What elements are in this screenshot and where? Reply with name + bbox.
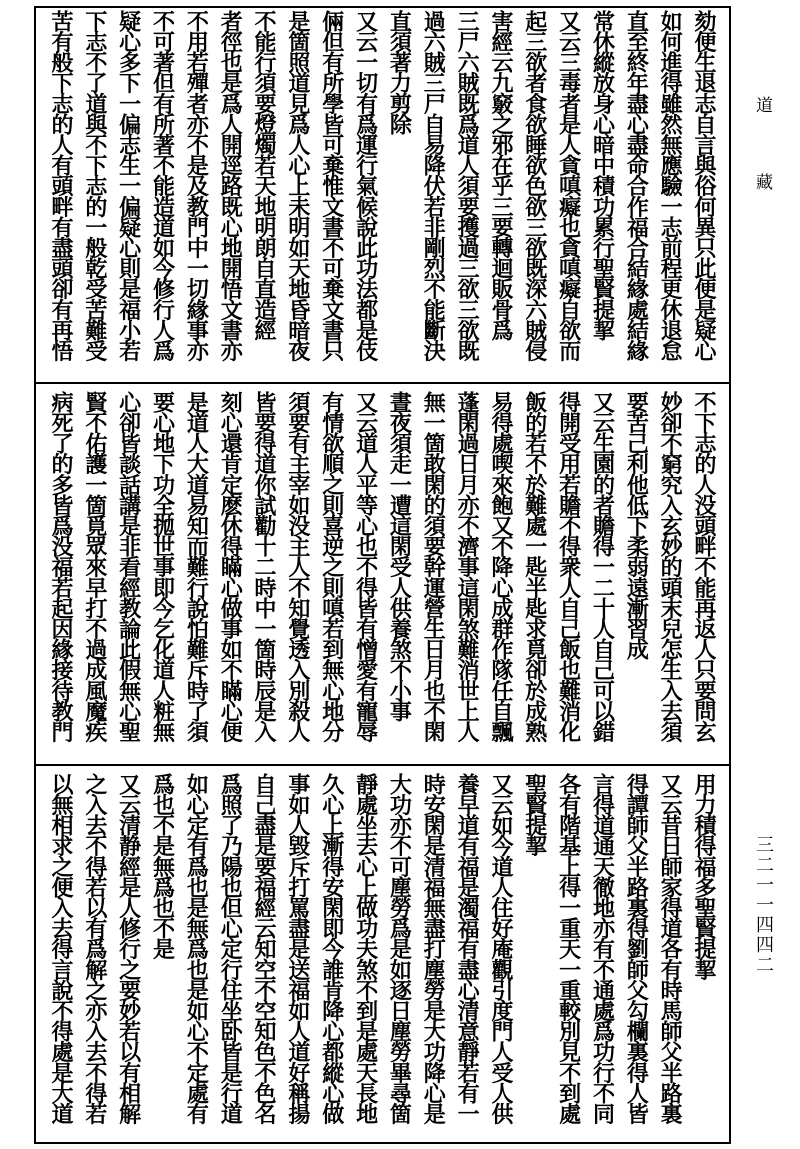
text-column: 無一箇敢閑的須要幹運營生日月也不閑 xyxy=(420,391,447,742)
text-column: 之入去不得若以有爲解之亦入去不得若 xyxy=(81,773,108,1124)
text-column: 過六賊三尸自易降伏若非剛烈不能斷決 xyxy=(420,10,447,361)
text-column: 害經云九竅之邪在乎三要轉迴販骨爲 xyxy=(487,10,514,340)
text-column: 如心定有爲也是無爲也是如心不定處有 xyxy=(183,773,210,1124)
text-column: 養早道有福是濁福有盡心清意靜若有一 xyxy=(454,773,481,1124)
register-divider xyxy=(34,382,731,384)
text-column: 如何進得雖然無應驗一志前程更休退怠 xyxy=(657,10,684,361)
text-column: 時安閑是清福無盡打塵勞是大功降心是 xyxy=(420,773,447,1124)
text-column: 以無相求之便入去得言說不得處是大道 xyxy=(47,773,74,1124)
text-column: 得譚師父半路裏得劉師父勾欄裏得人皆 xyxy=(623,773,650,1124)
text-column: 刻心還肯定麽休得瞞心做事如不瞞心便 xyxy=(217,391,244,742)
text-column: 要心地下功全拋世事即今乞化道人粧無 xyxy=(149,391,176,742)
text-column: 又云三毒者是人貪嗔癡也貪嗔癡自欲而 xyxy=(555,10,582,361)
text-column: 得開受用若贍不得衆人自己飯也難消化 xyxy=(555,391,582,742)
text-column: 要苦己利他低下柔弱遠漸習成 xyxy=(623,391,650,659)
text-column: 用力積得福多聖賢提挈 xyxy=(691,773,717,980)
text-column: 不下志的人没頭畔不能再返人只要問玄 xyxy=(691,391,717,742)
text-column: 下志不了道與不下志的一般乾受苦難受 xyxy=(81,10,108,361)
text-column: 劾便生退志自言與俗何異只此便是疑心 xyxy=(691,10,717,361)
text-column: 易得處喫來飽又不降心成群作隊任自飄 xyxy=(487,391,514,742)
text-register-3 xyxy=(44,773,721,1145)
text-column: 事如人毀斥打罵盡是送福如人道好稱揚 xyxy=(284,773,311,1124)
text-column: 者徑也是爲人開逕路既心地開悟文書亦 xyxy=(217,10,244,361)
text-column: 大功亦不可塵勞爲是如逐日塵勞畢尋箇 xyxy=(386,773,413,1124)
text-column: 又云昔日師家得道各有時馬師父半路裏 xyxy=(657,773,684,1124)
collection-label: 道藏 xyxy=(752,96,772,250)
text-column: 又云生園的者贍得一二十人自己可以錯 xyxy=(589,391,616,742)
text-column: 須要有主宰如没主人不知覺透入別殺人 xyxy=(284,391,311,742)
text-column: 直須著力剪除 xyxy=(386,10,413,134)
text-column: 言得道通天徹地亦有不通處爲功行不同 xyxy=(589,773,616,1124)
text-column: 聖賢提挈 xyxy=(521,773,548,856)
text-column: 又云清静經是人修行之要妙若以有相解 xyxy=(115,773,142,1124)
text-column: 有情欲順之則喜逆之則嗔若到無心地分 xyxy=(318,391,345,742)
text-column: 飯的若不於難處一匙半匙求覓卻於成熟 xyxy=(521,391,548,742)
text-column: 又云道人平等心也不得皆有憎愛有寵辱 xyxy=(352,391,379,742)
text-column: 又云如今道人住好庵觀引度門人受人供 xyxy=(487,773,514,1124)
text-column: 不用若殫者亦不是及教門中一切緣事亦 xyxy=(183,10,210,361)
text-column: 靜處坐去心上做功夫煞不到是處天長地 xyxy=(352,773,379,1124)
text-column: 三尸六賊既爲道人須要擭過三欲三欲既 xyxy=(454,10,481,361)
text-column: 直至終年盡心盡命合作福合結緣處結緣 xyxy=(623,10,650,361)
register-divider xyxy=(34,764,731,766)
text-column: 不可著但有所著不能造道如今修行人爲 xyxy=(149,10,176,361)
text-column: 不能行須要燈燭若天地明朗自直造經 xyxy=(251,10,278,340)
text-column: 病死了的多皆爲没福若起因緣接待教門 xyxy=(47,391,74,742)
text-column: 爲也不是無爲也不是 xyxy=(149,773,176,959)
text-column: 心卻皆談話講是非看經教論此假無心聖 xyxy=(115,391,142,742)
page-number: 三二一一四四二 xyxy=(753,835,774,975)
text-column: 倆但有所學皆可棄惟文書不可棄文書只 xyxy=(318,10,345,361)
text-column: 又云一切有爲運行氣候說此功法都是伎 xyxy=(352,10,379,361)
text-column: 是箇照道見爲人心上未明如天地昏暗夜 xyxy=(284,10,311,361)
text-column: 皆要得道你試勸十二時中一箇時辰是入 xyxy=(251,391,278,742)
text-column: 賢不佑護一箇覓眾來早打不過成風魔疾 xyxy=(81,391,108,742)
text-column: 苦有般下志的人有頭畔有盡頭卻有再悟 xyxy=(47,10,74,361)
text-column: 妙卻不窮究入玄妙的頭末兒怎生入去須 xyxy=(657,391,684,742)
text-register-2 xyxy=(44,391,721,763)
text-column: 疑心多下一偏志生一偏疑心則是福小若 xyxy=(115,10,142,361)
text-column: 自己盡是要福經云知空不空知色不色名 xyxy=(251,773,278,1124)
text-column: 爲照了乃陽也但心定行住坐卧皆是行道 xyxy=(217,773,244,1124)
text-column: 晝夜須走一遭這閑受人供養煞不小事 xyxy=(386,391,413,721)
text-column: 久心上漸得安閑即今誰肯降心都縱心做 xyxy=(318,773,345,1124)
text-column: 常休縱放身心暗中積功累行聖賢提挈 xyxy=(589,10,616,340)
text-column: 起三欲者食欲睡欲色欲三欲既深六賊侵 xyxy=(521,10,548,361)
text-column: 蓬閑過日月亦不濟事這閑煞難消世上人 xyxy=(454,391,481,742)
text-register-1 xyxy=(44,10,721,382)
text-column: 是道人大道易知而難行說怕難斥時了須 xyxy=(183,391,210,742)
text-column: 各有階基上得一重天一重較別見不到處 xyxy=(555,773,582,1124)
